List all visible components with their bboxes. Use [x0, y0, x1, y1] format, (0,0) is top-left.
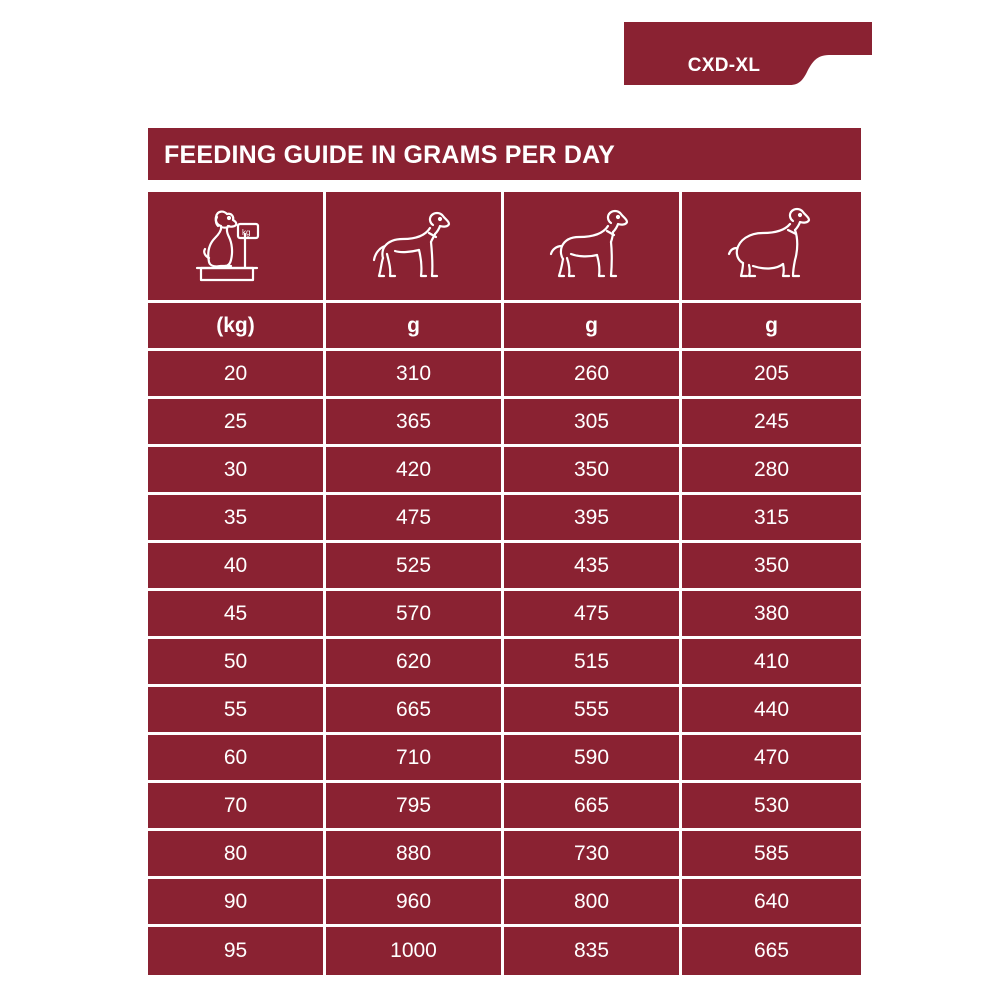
table-cell-grams-normal: 395 [504, 495, 682, 543]
table-cell-grams-thin: 795 [326, 783, 504, 831]
table-cell-grams-normal: 665 [504, 783, 682, 831]
feeding-guide-title: FEEDING GUIDE IN GRAMS PER DAY [148, 128, 861, 180]
table-cell-weight-kg: 45 [148, 591, 326, 639]
table-cell-weight-kg: 50 [148, 639, 326, 687]
table-cell-grams-thin: 880 [326, 831, 504, 879]
column-header-thin-dog [326, 192, 504, 303]
table-cell-weight-kg: 90 [148, 879, 326, 927]
table-cell-grams-overweight: 585 [682, 831, 861, 879]
table-cell-grams-normal: 260 [504, 351, 682, 399]
table-cell-grams-thin: 710 [326, 735, 504, 783]
table-cell-weight-kg: 25 [148, 399, 326, 447]
table-cell-weight-kg: 60 [148, 735, 326, 783]
table-cell-grams-overweight: 315 [682, 495, 861, 543]
table-cell-grams-overweight: 245 [682, 399, 861, 447]
feeding-guide [148, 128, 861, 975]
table-cell-grams-thin: 420 [326, 447, 504, 495]
table-cell-weight-kg: 55 [148, 687, 326, 735]
table-cell-grams-normal: 350 [504, 447, 682, 495]
product-code-tab [624, 22, 872, 85]
table-cell-weight-kg: 95 [148, 927, 326, 975]
svg-text:kg: kg [241, 228, 250, 237]
table-cell-grams-overweight: 530 [682, 783, 861, 831]
feeding-table [148, 192, 861, 975]
table-cell-weight-kg: 30 [148, 447, 326, 495]
unit-label-thin: g [326, 303, 504, 351]
table-cell-grams-thin: 620 [326, 639, 504, 687]
table-cell-grams-overweight: 280 [682, 447, 861, 495]
unit-label-overweight: g [682, 303, 861, 351]
table-cell-weight-kg: 70 [148, 783, 326, 831]
table-cell-grams-normal: 305 [504, 399, 682, 447]
table-cell-grams-thin: 665 [326, 687, 504, 735]
unit-label-normal: g [504, 303, 682, 351]
table-cell-weight-kg: 40 [148, 543, 326, 591]
table-cell-grams-overweight: 665 [682, 927, 861, 975]
table-cell-grams-thin: 525 [326, 543, 504, 591]
table-cell-grams-normal: 435 [504, 543, 682, 591]
table-cell-grams-normal: 730 [504, 831, 682, 879]
table-cell-weight-kg: 20 [148, 351, 326, 399]
table-cell-weight-kg: 80 [148, 831, 326, 879]
column-header-weight [148, 192, 326, 303]
table-cell-weight-kg: 35 [148, 495, 326, 543]
normal-dog-icon [547, 206, 637, 286]
table-cell-grams-overweight: 470 [682, 735, 861, 783]
table-cell-grams-normal: 800 [504, 879, 682, 927]
column-header-overweight-dog [682, 192, 861, 303]
column-header-normal-dog [504, 192, 682, 303]
overweight-dog-icon [727, 206, 817, 286]
table-cell-grams-normal: 590 [504, 735, 682, 783]
table-cell-grams-normal: 475 [504, 591, 682, 639]
table-cell-grams-normal: 555 [504, 687, 682, 735]
table-cell-grams-overweight: 440 [682, 687, 861, 735]
unit-label-weight: (kg) [148, 303, 326, 351]
table-cell-grams-thin: 365 [326, 399, 504, 447]
table-cell-grams-thin: 310 [326, 351, 504, 399]
table-cell-grams-thin: 570 [326, 591, 504, 639]
table-cell-grams-thin: 475 [326, 495, 504, 543]
thin-dog-icon [369, 206, 459, 286]
dog-on-scale-icon [191, 206, 281, 286]
table-cell-grams-overweight: 350 [682, 543, 861, 591]
table-cell-grams-normal: 835 [504, 927, 682, 975]
table-cell-grams-thin: 1000 [326, 927, 504, 975]
product-code: CXD-XL [687, 55, 761, 76]
table-cell-grams-overweight: 640 [682, 879, 861, 927]
table-cell-grams-overweight: 410 [682, 639, 861, 687]
table-cell-grams-thin: 960 [326, 879, 504, 927]
table-cell-grams-normal: 515 [504, 639, 682, 687]
table-cell-grams-overweight: 205 [682, 351, 861, 399]
table-cell-grams-overweight: 380 [682, 591, 861, 639]
